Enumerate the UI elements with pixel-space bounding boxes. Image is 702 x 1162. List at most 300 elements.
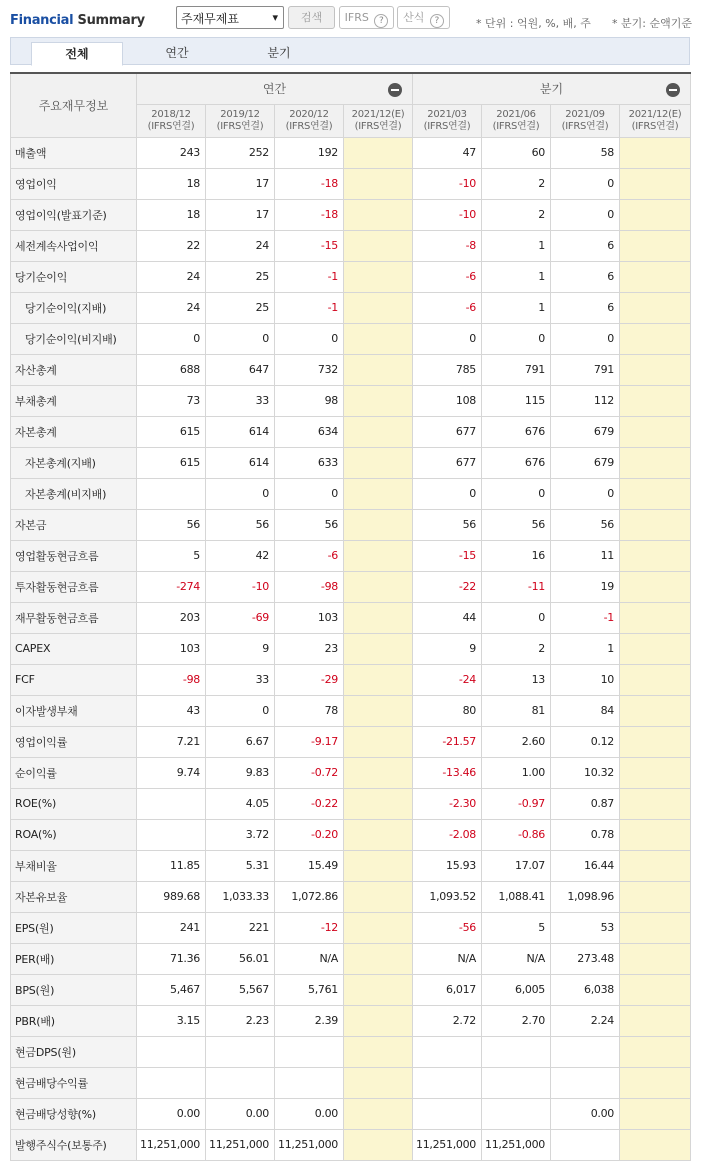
column-basis: (IFRS연결) [423, 120, 471, 132]
table-cell [620, 478, 691, 509]
table-row [11, 385, 691, 416]
table-cell: 2 [482, 199, 551, 230]
table-cell: 1,093.52 [413, 881, 482, 912]
column-header [482, 104, 551, 137]
table-cell [620, 354, 691, 385]
row-label: 당기순이익(비지배) [11, 323, 137, 354]
table-cell: 17.07 [482, 850, 551, 881]
table-cell: 18 [137, 168, 206, 199]
table-row [11, 292, 691, 323]
table-cell [620, 385, 691, 416]
table-cell: 24 [137, 261, 206, 292]
table-cell: 2.23 [206, 1005, 275, 1036]
table-cell [344, 385, 413, 416]
table-cell: 6 [551, 261, 620, 292]
row-label: 현금배당수익률 [11, 1067, 137, 1098]
statement-select-value: 주재무제표 [181, 12, 239, 26]
column-header [206, 104, 275, 137]
table-cell: -98 [137, 664, 206, 695]
row-label: 부채비율 [11, 850, 137, 881]
search-button[interactable] [288, 6, 335, 29]
table-cell: 0 [482, 323, 551, 354]
table-row [11, 1036, 691, 1067]
table-cell [620, 664, 691, 695]
row-label: 현금배당성향(%) [11, 1098, 137, 1129]
table-row [11, 850, 691, 881]
table-cell: 60 [482, 137, 551, 168]
table-cell: 1 [551, 633, 620, 664]
financial-summary-table [10, 72, 691, 1161]
table-row [11, 695, 691, 726]
table-cell: -18 [275, 168, 344, 199]
table-cell: 56 [275, 509, 344, 540]
table-cell: 73 [137, 385, 206, 416]
table-cell: 9 [206, 633, 275, 664]
table-cell [413, 1036, 482, 1067]
row-label: 부채총계 [11, 385, 137, 416]
row-label: 세전계속사업이익 [11, 230, 137, 261]
table-cell: 647 [206, 354, 275, 385]
table-cell: -8 [413, 230, 482, 261]
table-cell: 42 [206, 540, 275, 571]
table-cell [620, 602, 691, 633]
table-cell [551, 1036, 620, 1067]
table-cell: -0.22 [275, 788, 344, 819]
table-row [11, 664, 691, 695]
table-row [11, 540, 691, 571]
corner-header: 주요재무정보 [11, 73, 137, 137]
table-cell: 677 [413, 447, 482, 478]
table-cell: 2.72 [413, 1005, 482, 1036]
table-cell [551, 1067, 620, 1098]
table-cell: 0 [206, 695, 275, 726]
table-cell: 785 [413, 354, 482, 385]
table-cell [344, 1129, 413, 1160]
table-cell [137, 788, 206, 819]
table-cell: 221 [206, 912, 275, 943]
table-cell: 56 [413, 509, 482, 540]
table-cell: 11 [551, 540, 620, 571]
row-label: CAPEX [11, 633, 137, 664]
table-cell: 6,005 [482, 974, 551, 1005]
table-cell: 0.00 [137, 1098, 206, 1129]
table-cell [620, 416, 691, 447]
table-cell: 615 [137, 416, 206, 447]
table-cell [344, 819, 413, 850]
table-cell: 16.44 [551, 850, 620, 881]
table-cell [344, 1036, 413, 1067]
row-label: ROE(%) [11, 788, 137, 819]
table-cell: 56 [206, 509, 275, 540]
table-cell: 0.87 [551, 788, 620, 819]
formula-help-button[interactable] [397, 6, 450, 29]
quarter-group-header [413, 73, 691, 104]
table-cell [620, 1098, 691, 1129]
table-cell: 56 [137, 509, 206, 540]
table-cell [206, 1067, 275, 1098]
row-label: 순이익률 [11, 757, 137, 788]
row-label: 이자발생부채 [11, 695, 137, 726]
table-cell: -9.17 [275, 726, 344, 757]
table-cell: 11,251,000 [275, 1129, 344, 1160]
table-row [11, 199, 691, 230]
table-cell [620, 1129, 691, 1160]
table-cell [344, 943, 413, 974]
table-cell: 9.83 [206, 757, 275, 788]
table-cell: 44 [413, 602, 482, 633]
column-basis: (IFRS연결) [492, 120, 540, 132]
table-cell: 24 [206, 230, 275, 261]
table-cell: -0.97 [482, 788, 551, 819]
table-cell: 1 [482, 292, 551, 323]
table-cell: -0.86 [482, 819, 551, 850]
table-cell: -0.20 [275, 819, 344, 850]
table-row [11, 323, 691, 354]
table-cell: -1 [275, 261, 344, 292]
table-cell [344, 540, 413, 571]
table-cell: 1,072.86 [275, 881, 344, 912]
table-cell: 25 [206, 292, 275, 323]
table-cell [344, 354, 413, 385]
table-cell: 5,467 [137, 974, 206, 1005]
column-basis: (IFRS연결) [631, 120, 679, 132]
table-cell: 1,088.41 [482, 881, 551, 912]
row-label: 투자활동현금흐름 [11, 571, 137, 602]
table-cell [344, 974, 413, 1005]
table-cell: -29 [275, 664, 344, 695]
table-cell: 47 [413, 137, 482, 168]
table-cell: 1,033.33 [206, 881, 275, 912]
table-row [11, 881, 691, 912]
table-cell: -0.72 [275, 757, 344, 788]
table-cell [344, 168, 413, 199]
table-cell: 0.12 [551, 726, 620, 757]
table-cell: 3.15 [137, 1005, 206, 1036]
table-row [11, 633, 691, 664]
table-row [11, 726, 691, 757]
table-cell: 0 [482, 478, 551, 509]
table-cell: 273.48 [551, 943, 620, 974]
table-cell [620, 137, 691, 168]
table-row [11, 1067, 691, 1098]
column-header [344, 104, 413, 137]
table-cell [344, 447, 413, 478]
row-label: 당기순이익 [11, 261, 137, 292]
table-cell: -10 [206, 571, 275, 602]
table-row [11, 509, 691, 540]
table-cell [344, 881, 413, 912]
table-cell: N/A [482, 943, 551, 974]
table-cell: 10.32 [551, 757, 620, 788]
table-cell: 11,251,000 [206, 1129, 275, 1160]
table-cell: 0 [551, 168, 620, 199]
column-period: 2021/03 [427, 108, 467, 120]
table-cell: -22 [413, 571, 482, 602]
table-cell: 103 [137, 633, 206, 664]
table-cell: 6 [551, 230, 620, 261]
table-cell: 2 [482, 168, 551, 199]
table-cell: 0 [551, 323, 620, 354]
table-cell: 43 [137, 695, 206, 726]
table-cell [344, 230, 413, 261]
table-cell: -11 [482, 571, 551, 602]
table-cell [344, 571, 413, 602]
table-cell [620, 199, 691, 230]
table-cell: 10 [551, 664, 620, 695]
table-cell [620, 509, 691, 540]
table-cell [344, 757, 413, 788]
table-cell: 15.49 [275, 850, 344, 881]
table-cell: 71.36 [137, 943, 206, 974]
table-row [11, 571, 691, 602]
table-cell: 0 [551, 478, 620, 509]
table-cell: 791 [551, 354, 620, 385]
column-period: 2021/12(E) [351, 108, 405, 120]
tab-all[interactable]: 전체 [31, 42, 123, 66]
table-cell [344, 478, 413, 509]
table-cell: 614 [206, 416, 275, 447]
table-cell: 688 [137, 354, 206, 385]
table-cell: 78 [275, 695, 344, 726]
table-cell: N/A [413, 943, 482, 974]
table-cell [413, 1098, 482, 1129]
column-period: 2020/12 [289, 108, 329, 120]
period-tabs [10, 37, 690, 65]
table-cell [206, 1036, 275, 1067]
table-cell: 0 [482, 602, 551, 633]
table-cell: 0 [275, 323, 344, 354]
table-row [11, 416, 691, 447]
table-row [11, 261, 691, 292]
column-period: 2019/12 [220, 108, 260, 120]
column-basis: (IFRS연결) [147, 120, 195, 132]
collapse-annual-icon[interactable] [388, 83, 402, 97]
table-cell: 0 [551, 199, 620, 230]
table-cell: 5,761 [275, 974, 344, 1005]
table-cell: -10 [413, 199, 482, 230]
row-label: 자본총계(지배) [11, 447, 137, 478]
table-cell [137, 478, 206, 509]
table-cell [344, 726, 413, 757]
toolbar [0, 0, 702, 36]
table-cell [482, 1098, 551, 1129]
title-financial: Financial [10, 13, 74, 28]
table-cell: -56 [413, 912, 482, 943]
tab-quarter[interactable]: 분기 [267, 46, 291, 60]
column-period: 2021/09 [565, 108, 605, 120]
table-cell: 0 [206, 323, 275, 354]
table-cell [344, 199, 413, 230]
table-cell: -98 [275, 571, 344, 602]
table-cell: 252 [206, 137, 275, 168]
table-cell: 0 [275, 478, 344, 509]
table-cell: 2.70 [482, 1005, 551, 1036]
row-label: 재무활동현금흐름 [11, 602, 137, 633]
table-cell: 989.68 [137, 881, 206, 912]
table-cell: -6 [413, 261, 482, 292]
annual-group-header [137, 73, 413, 104]
table-cell [620, 168, 691, 199]
table-cell: 1 [482, 261, 551, 292]
row-label: 당기순이익(지배) [11, 292, 137, 323]
table-cell: 0.00 [206, 1098, 275, 1129]
table-cell [344, 323, 413, 354]
table-cell: 11.85 [137, 850, 206, 881]
table-row [11, 943, 691, 974]
table-cell [620, 540, 691, 571]
column-header [551, 104, 620, 137]
table-row [11, 788, 691, 819]
table-cell: 679 [551, 416, 620, 447]
table-row [11, 168, 691, 199]
table-cell [551, 1129, 620, 1160]
table-cell: 9 [413, 633, 482, 664]
table-cell: 108 [413, 385, 482, 416]
table-cell: 676 [482, 416, 551, 447]
table-cell: 33 [206, 385, 275, 416]
table-row [11, 354, 691, 385]
table-cell [275, 1036, 344, 1067]
table-cell [620, 323, 691, 354]
table-cell [620, 726, 691, 757]
question-icon: ? [374, 14, 388, 28]
row-label: 자산총계 [11, 354, 137, 385]
column-basis: (IFRS연결) [561, 120, 609, 132]
table-cell: 16 [482, 540, 551, 571]
table-cell: 81 [482, 695, 551, 726]
ifrs-label: IFRS [344, 11, 369, 24]
row-label: ROA(%) [11, 819, 137, 850]
column-period: 2018/12 [151, 108, 191, 120]
table-cell: 11,251,000 [413, 1129, 482, 1160]
table-cell [344, 695, 413, 726]
table-cell: 22 [137, 230, 206, 261]
table-cell: 33 [206, 664, 275, 695]
table-cell: 6,038 [551, 974, 620, 1005]
table-row [11, 478, 691, 509]
table-cell: 5 [137, 540, 206, 571]
table-cell [344, 602, 413, 633]
table-cell: 56 [482, 509, 551, 540]
table-cell [137, 1067, 206, 1098]
table-cell: 84 [551, 695, 620, 726]
table-cell: 0 [206, 478, 275, 509]
table-cell [620, 850, 691, 881]
table-cell: -69 [206, 602, 275, 633]
ifrs-help-button[interactable] [339, 6, 394, 29]
table-cell [344, 850, 413, 881]
tab-annual[interactable]: 연간 [165, 46, 189, 60]
table-cell [620, 695, 691, 726]
table-cell: 15.93 [413, 850, 482, 881]
table-cell: 243 [137, 137, 206, 168]
table-cell: -15 [275, 230, 344, 261]
table-row [11, 230, 691, 261]
table-cell: 0.00 [551, 1098, 620, 1129]
table-cell: -6 [413, 292, 482, 323]
table-cell: 4.05 [206, 788, 275, 819]
table-cell [344, 788, 413, 819]
table-cell [620, 633, 691, 664]
table-cell: 7.21 [137, 726, 206, 757]
table-cell [344, 1005, 413, 1036]
table-cell: 615 [137, 447, 206, 478]
table-row [11, 1098, 691, 1129]
row-label: EPS(원) [11, 912, 137, 943]
table-cell [620, 819, 691, 850]
column-header [275, 104, 344, 137]
table-cell: -2.08 [413, 819, 482, 850]
table-cell [620, 943, 691, 974]
row-label: FCF [11, 664, 137, 695]
table-cell [137, 1036, 206, 1067]
quarter-group-label: 분기 [539, 82, 564, 97]
question-icon: ? [430, 14, 444, 28]
table-cell [620, 1036, 691, 1067]
statement-select[interactable] [176, 6, 284, 29]
row-label: 자본금 [11, 509, 137, 540]
table-cell: 1 [482, 230, 551, 261]
table-cell: 24 [137, 292, 206, 323]
column-period: 2021/06 [496, 108, 536, 120]
table-row [11, 912, 691, 943]
page-title [10, 13, 145, 28]
table-cell: 0 [413, 478, 482, 509]
table-cell: 634 [275, 416, 344, 447]
row-label: 영업이익(발표기준) [11, 199, 137, 230]
collapse-quarter-icon[interactable] [666, 83, 680, 97]
table-cell: -10 [413, 168, 482, 199]
row-label: 영업이익 [11, 168, 137, 199]
table-cell: 791 [482, 354, 551, 385]
table-cell: -12 [275, 912, 344, 943]
table-cell: -1 [551, 602, 620, 633]
table-cell [413, 1067, 482, 1098]
table-cell: -24 [413, 664, 482, 695]
table-row [11, 1129, 691, 1160]
table-cell: 98 [275, 385, 344, 416]
chevron-down-icon: ▾ [272, 11, 278, 24]
table-cell: 19 [551, 571, 620, 602]
row-label: PER(배) [11, 943, 137, 974]
row-label: 자본유보율 [11, 881, 137, 912]
annual-group-label: 연간 [262, 82, 287, 97]
table-cell: -18 [275, 199, 344, 230]
column-basis: (IFRS연결) [285, 120, 333, 132]
table-cell: -21.57 [413, 726, 482, 757]
table-cell [620, 261, 691, 292]
table-row [11, 974, 691, 1005]
table-cell [344, 633, 413, 664]
table-cell [275, 1067, 344, 1098]
table-cell: 56.01 [206, 943, 275, 974]
table-cell [620, 788, 691, 819]
table-cell: 11,251,000 [482, 1129, 551, 1160]
table-cell [344, 292, 413, 323]
table-cell: 0 [137, 323, 206, 354]
table-cell [344, 509, 413, 540]
table-cell: 0.78 [551, 819, 620, 850]
table-cell: 679 [551, 447, 620, 478]
table-cell [620, 912, 691, 943]
table-cell [620, 1067, 691, 1098]
table-cell: -1 [275, 292, 344, 323]
table-cell [620, 974, 691, 1005]
table-cell: -15 [413, 540, 482, 571]
table-cell: 732 [275, 354, 344, 385]
table-cell [344, 1098, 413, 1129]
table-cell: 614 [206, 447, 275, 478]
